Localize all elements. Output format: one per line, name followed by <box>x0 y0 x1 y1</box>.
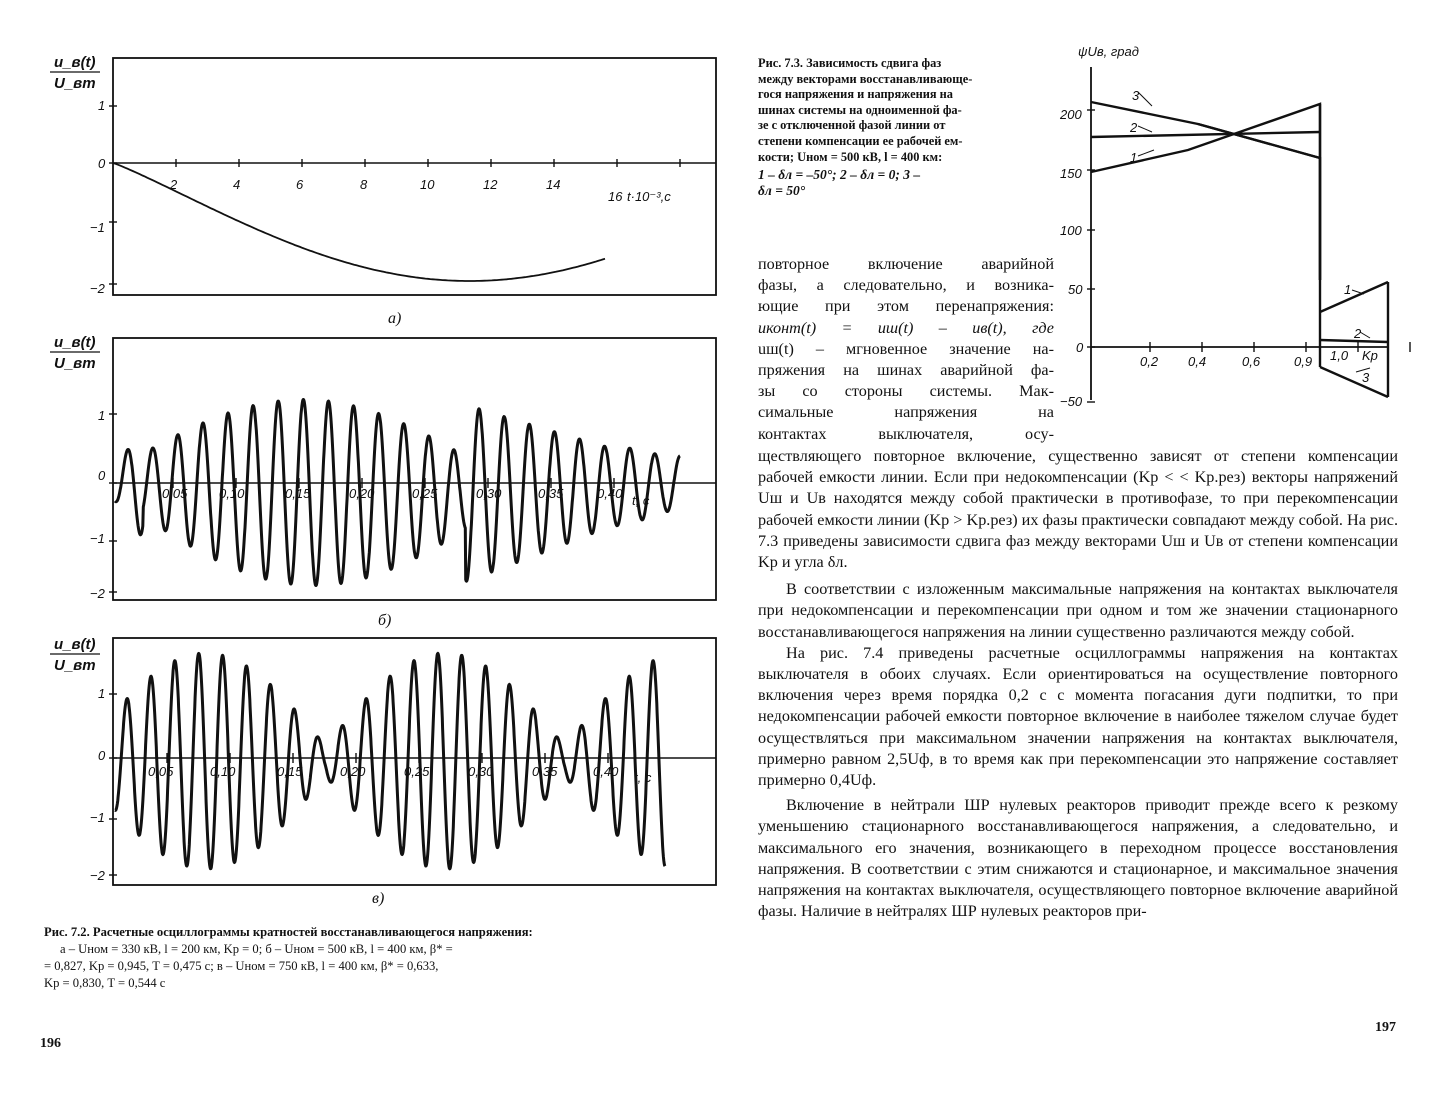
paragraph-4: Включение в нейтрали ШР нулевых реакторов приводит прежде всего к резкому уменьшению стационарного восстанавливающегося напряжения, а следовательно, и максимального его значения, возникающего в переходном процессе восстановления напряжения. В соответствии с этим снижаются и стационарное, и максимальное значения напряжения на контактах выключателя, осуществляющего повторное включение аварийной фазы. Наличие в нейтралях ШР нулевых реакторов при- <box>758 796 1398 921</box>
figure-7-2b-plot <box>40 330 720 615</box>
x-tick-label: 0,05 <box>148 764 174 779</box>
caption-line: Рис. 7.3. Зависимость сдвига фаз <box>758 56 942 70</box>
x-tick-label: 0,2 <box>1140 354 1159 369</box>
y-tick-label: −1 <box>90 220 105 235</box>
y-tick-label: 0 <box>98 748 106 763</box>
y-label-numerator: u_в(t) <box>54 334 96 351</box>
plot-frame <box>113 58 716 295</box>
page-number-left: 196 <box>40 1036 61 1051</box>
text-line: uконт(t) = uш(t) – uв(t), где <box>758 318 1054 337</box>
y-label-numerator: u_в(t) <box>54 54 96 71</box>
x-unit-label: Kр <box>1362 348 1378 363</box>
x-tick-label: 8 <box>360 177 368 192</box>
x-tick-label: 0,25 <box>412 486 438 501</box>
caption-line: между векторами восстанавливающе- <box>758 71 973 86</box>
x-tick-label: 4 <box>233 177 241 192</box>
narrow-text-block <box>758 254 1054 445</box>
curve-label-1-right: 1 <box>1344 282 1352 297</box>
x-tick-label: 0,20 <box>340 764 366 779</box>
text-line: симальные напряжения на <box>758 403 1054 422</box>
x-tick-label: 0,9 <box>1294 354 1313 369</box>
curve-label-3-right: 3 <box>1362 370 1370 385</box>
text-line: пряжения на шинах аварийной фа- <box>758 361 1054 380</box>
leader-line <box>1138 92 1152 106</box>
x-tick-label: 0,6 <box>1242 354 1261 369</box>
figure-7-2c-plot <box>40 632 720 892</box>
caption-title: Рис. 7.2. Расчетные осциллограммы кратностей восстанавливающегося напряжения: <box>44 925 533 939</box>
oscillogram-curve <box>115 400 680 586</box>
caption-line: а – Uном = 330 кВ, l = 200 км, Kр = 0; б – Uном = 500 кВ, l = 400 км, β* = <box>60 942 453 956</box>
y-tick-label: −2 <box>90 868 105 883</box>
curve-1-right <box>1320 282 1388 312</box>
x-tick-label: 0,20 <box>349 486 375 501</box>
y-tick-label: 50 <box>1068 282 1083 297</box>
y-tick-label: −50 <box>1060 394 1083 409</box>
subfigure-label-a: а) <box>388 310 402 327</box>
x-tick-label: 10 <box>420 177 435 192</box>
x-tick-label: 1,0 <box>1330 348 1349 363</box>
figure-7-3 <box>1060 42 1408 427</box>
x-tick-label: 0,40 <box>597 486 623 501</box>
x-tick-label: 0,10 <box>219 486 245 501</box>
figure-7-3-plot <box>1060 42 1408 422</box>
curve-label-2: 2 <box>1130 120 1138 135</box>
y-label-numerator: u_в(t) <box>54 636 96 653</box>
figure-7-2a-plot <box>40 50 720 325</box>
subfigure-label-c: в) <box>372 890 385 907</box>
caption-line: Kр = 0,830, T = 0,544 с <box>44 976 166 990</box>
right-page <box>720 0 1443 1112</box>
x-tick-label: 12 <box>483 177 498 192</box>
curve-3-right <box>1320 367 1388 397</box>
curve-label-1: 1 <box>1130 150 1138 165</box>
x-tick-label: 0,25 <box>404 764 430 779</box>
caption-line: 1 – δл = –50°; 2 – δл = 0; 3 – <box>758 167 921 183</box>
caption-line: гося напряжения и напряжения на <box>758 87 953 102</box>
x-unit-label: t, c <box>634 770 652 785</box>
y-label-denominator: U_вm <box>54 657 96 674</box>
figure-7-3-caption <box>758 56 1058 198</box>
caption-line: степени компенсации ее рабочей ем- <box>758 133 963 148</box>
x-tick-label: 0,40 <box>593 764 619 779</box>
x-tick-label: 0,4 <box>1188 354 1207 369</box>
x-tick-label: 0,30 <box>476 486 502 501</box>
figure-7-2a <box>40 50 720 330</box>
caption-line: δл = 50° <box>758 182 806 198</box>
y-tick-label: 100 <box>1060 223 1082 238</box>
leader-line <box>1360 332 1370 338</box>
paragraph-1-rest: ществляющего повторное включение, существенно зависят от степени компенсации рабочей емкости линии. Если при недокомпенсации (Kр < < Kр.рез) векторы напряжений Uш и Uв находятся между собой практически в противофазе, то при перекомпенсации рабочей емкости линии (Kр > Kр.рез) их фазы практически совпадают между собой. На рис. 7.3 приведены зависимости сдвига фаз между векторами Uш и Uв от степени компенсации Kр и угла δл. <box>758 447 1398 572</box>
left-page <box>0 0 720 1112</box>
waveform-curve <box>113 163 605 281</box>
x-tick-label: 2 <box>170 177 178 192</box>
curve-label-3: 3 <box>1132 88 1140 103</box>
paragraph-3: На рис. 7.4 приведены расчетные осциллограммы напряжения на контактах выключателя в обоих случаях. Если ориентироваться на осуществление повторного включения через время порядка 0,2 с с момента погасания дуги подпитки, то при недокомпенсации рабочей емкости повторное включение в наиболее тяжелом случае будет осуществляться при максимальном значении напряжения на контактах выключателя, примерно равном 2,5Uф, в то время как при перекомпенсации это напряжение составляет примерно 0,4Uф. <box>758 643 1398 790</box>
x-tick-label: 0,05 <box>162 486 188 501</box>
figure-7-2c <box>40 632 720 897</box>
figure-7-2-caption <box>44 924 684 992</box>
page-number-right: 197 <box>1375 1020 1396 1035</box>
x-unit-label: t, c <box>632 493 650 508</box>
x-tick-label: 14 <box>546 177 561 192</box>
x-tick-label: 0,10 <box>210 764 236 779</box>
curve-2 <box>1091 132 1320 137</box>
caption-line: = 0,827, Kр = 0,945, T = 0,475 с; в – Uном = 750 кВ, l = 400 км, β* = 0,633, <box>44 959 439 973</box>
text-line: зы со стороны системы. Мак- <box>758 382 1054 401</box>
y-tick-label: 0 <box>98 156 106 171</box>
leader-line <box>1138 150 1154 156</box>
y-tick-label: −2 <box>90 586 105 601</box>
text-line: повторное включение аварийной <box>758 255 1054 273</box>
y-tick-label: −1 <box>90 810 105 825</box>
y-tick-label: −1 <box>90 531 105 546</box>
leader-line <box>1138 126 1152 132</box>
paragraph-2: В соответствии с изложенным максимальные напряжения на контактах выключателя при недокомпенсации и перекомпенсации при одном и том же значении стационарного восстанавливающегося напряжения на линии существенно различаются между собой. <box>758 580 1398 641</box>
curve-1 <box>1091 104 1320 280</box>
text-line: контактах выключателя, осу- <box>758 424 1054 443</box>
subfigure-label-b: б) <box>378 612 392 629</box>
caption-line: кости; Uном = 500 кВ, l = 400 км: <box>758 149 943 164</box>
y-tick-label: 1 <box>98 98 106 113</box>
y-tick-label: −2 <box>90 281 105 296</box>
curve-label-2-right: 2 <box>1354 326 1362 341</box>
x-tick-label: 0,30 <box>468 764 494 779</box>
text-line: ющие при этом перенапряжения: <box>758 297 1054 316</box>
caption-line: шинах системы на одноименной фа- <box>758 102 962 117</box>
y-tick-label: 0 <box>98 468 106 483</box>
curve-3 <box>1091 102 1320 280</box>
x-unit-label: t·10⁻³,c <box>627 189 671 204</box>
leader-line <box>1352 290 1364 294</box>
caption-line: зе с отключенной фазой линии от <box>758 118 946 133</box>
oscillogram-curve <box>115 653 665 868</box>
x-tick-label: 16 <box>608 189 623 204</box>
y-label-denominator: U_вm <box>54 75 96 92</box>
y-tick-label: 150 <box>1060 166 1082 181</box>
x-tick-label: 6 <box>296 177 304 192</box>
figure-7-2b <box>40 330 720 620</box>
y-axis-label: ψUв, град <box>1078 44 1139 59</box>
y-tick-label: 200 <box>1060 107 1082 122</box>
x-tick-label: 0,35 <box>538 486 564 501</box>
y-label-denominator: U_вm <box>54 355 96 372</box>
x-tick-label: 0,35 <box>532 764 558 779</box>
y-tick-label: 1 <box>98 686 106 701</box>
y-tick-label: 1 <box>98 408 106 423</box>
y-tick-label: 0 <box>1076 340 1084 355</box>
text-line: фазы, а следовательно, и возника- <box>758 276 1054 295</box>
x-tick-label: 0,15 <box>277 764 303 779</box>
text-line: uш(t) – мгновенное значение на- <box>758 339 1054 358</box>
body-text <box>758 446 1398 922</box>
x-tick-label: 0,15 <box>285 486 311 501</box>
